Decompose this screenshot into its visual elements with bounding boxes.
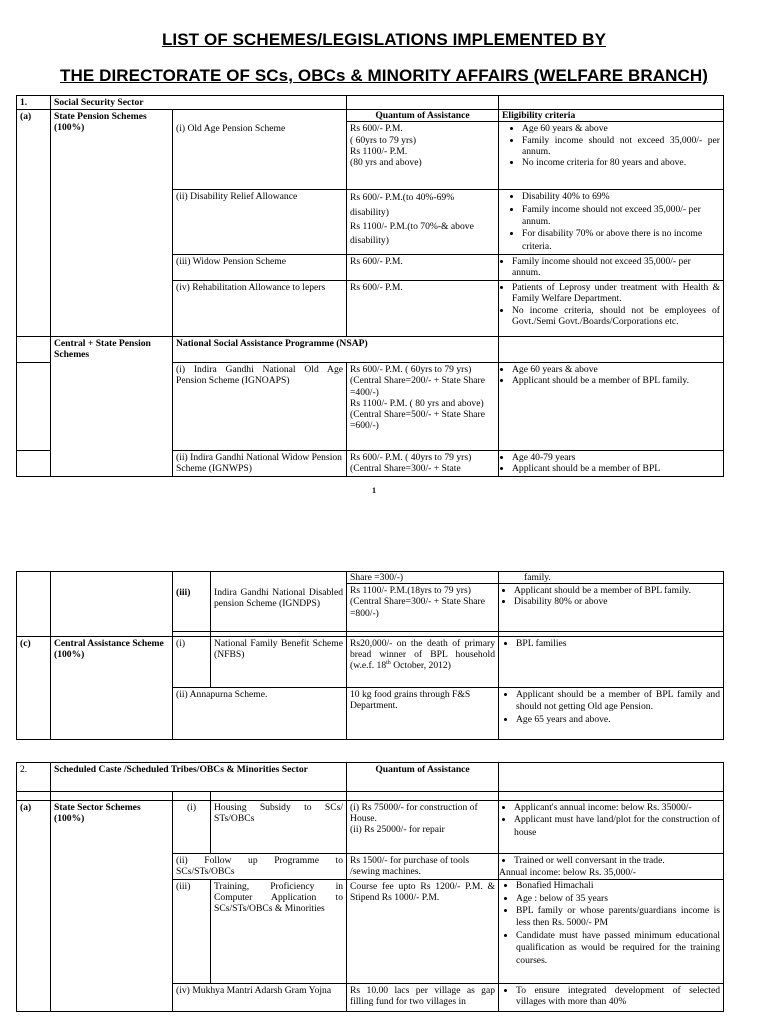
scheme-widow-pension: (iii) Widow Pension Scheme [173, 255, 347, 281]
eligibility-adarsh-gram-yojna: • To ensure integrated development of selected villages with more than 40% [499, 984, 724, 1012]
scheme-old-age-pension: (i) Old Age Pension Scheme [173, 110, 347, 190]
scheme-computer-training: Training, Proficiency in Computer Application to SCs/STs/OBCs & Minorities [211, 880, 347, 984]
eligibility-ignoaps: • Age 60 years & above • Applicant should be a member of BPL family. [499, 363, 724, 451]
eligibility-housing-subsidy: • Applicant's annual income: below Rs. 35000/- • Applicant must have land/plot for the construction of house [499, 801, 724, 854]
category-central-state-pension: Central + State Pension Schemes [51, 337, 173, 477]
quantum-old-age-pension: Quantum of Assistance Rs 600/- P.M. ( 60yrs to 79 yrs) Rs 1100/- P.M. (80 yrs and above) [347, 110, 499, 190]
document-title-line-1: LIST OF SCHEMES/LEGISLATIONS IMPLEMENTED BY [161, 30, 607, 49]
scheme-disability-relief: (ii) Disability Relief Allowance [173, 190, 347, 255]
eligibility-header: Eligibility criteria [499, 110, 723, 122]
quantum-annapurna: 10 kg food grains through F&S Department. [347, 688, 499, 740]
section-number-2: 2. [17, 763, 51, 792]
social-security-table [16, 95, 724, 477]
quantum-nfbs: Rs20,000/- on the death of primary bread winner of BPL household (w.e.f. 18th October, 2012) [347, 637, 499, 688]
scheme-annapurna: (ii) Annapurna Scheme. [173, 688, 347, 740]
eligibility-widow-pension: • Family income should not exceed 35,000/- per annum. [499, 255, 724, 281]
quantum-header: Quantum of Assistance [347, 110, 498, 122]
quantum-follow-up-programme: Rs 1500/- for purchase of tools /sewing machines. [347, 854, 499, 880]
eligibility-rehabilitation-lepers: • Patients of Leprosy under treatment with Health & Family Welfare Department. • No income criteria, should not be employees of Govt./Semi Govt./Boards/Corporations etc. [499, 281, 724, 337]
quantum-header-2: Quantum of Assistance [347, 763, 499, 792]
category-state-pension: State Pension Schemes (100%) [51, 110, 173, 337]
scheme-rehabilitation-lepers: (iv) Rehabilitation Allowance to lepers [173, 281, 347, 337]
section-number: 1. [17, 96, 51, 110]
eligibility-igndps: family. • Applicant should be a member of BPL family. • Disability 80% or above [499, 572, 724, 632]
quantum-disability-relief: Rs 600/- P.M.(to 40%-69% disability) Rs 1100/- P.M.(to 70%-& above disability) [347, 190, 499, 255]
social-security-continuation-table [16, 571, 724, 740]
section-title-2: Scheduled Caste /Scheduled Tribes/OBCs & Minorities Sector [51, 763, 347, 792]
scheme-housing-subsidy: Housing Subsidy to SCs/ STs/OBCs [211, 801, 347, 854]
quantum-ignoaps: Rs 600/- P.M. ( 60yrs to 79 yrs) (Central Share=200/- + State Share =400/-) Rs 1100/- P.M. ( 80 yrs and above) (Central Share=500/- + State Share =600/-) [347, 363, 499, 451]
quantum-ignwps: Rs 600/- P.M. ( 40yrs to 79 yrs) (Central Share=300/- + State [347, 451, 499, 477]
eligibility-follow-up-programme: • Trained or well conversant in the trade. [499, 854, 724, 880]
quantum-computer-training: Course fee upto Rs 1200/- P.M. & Stipend Rs 1000/- P.M. [347, 880, 499, 984]
document-title-line-2: THE DIRECTORATE OF SCs, OBCs & MINORITY AFFAIRS (WELFARE BRANCH) [59, 66, 708, 85]
page-number: 1 [372, 486, 376, 495]
scheme-ignoaps: (i) Indira Gandhi National Old Age Pension Scheme (IGNOAPS) [173, 363, 347, 451]
row-number-iii-2: (iii) [173, 880, 211, 984]
category-central-assistance: Central Assistance Scheme (100%) [51, 637, 173, 740]
row-label-a: (a) [17, 110, 51, 337]
programme-nsap: National Social Assistance Programme (NSAP) [173, 337, 499, 363]
scheme-nfbs: National Family Benefit Scheme (NFBS) [211, 637, 347, 688]
row-number-i: (i) [173, 637, 211, 688]
section-title: Social Security Sector [51, 96, 347, 110]
quantum-adarsh-gram-yojna: Rs 10.00 lacs per village as gap filling fund for two villages in [347, 984, 499, 1012]
row-number-iii: (iii) [173, 572, 211, 632]
scheme-follow-up-programme: (ii) Follow up Programme to SCs/STs/OBCs [173, 854, 347, 880]
scheme-adarsh-gram-yojna: (iv) Mukhya Mantri Adarsh Gram Yojna [173, 984, 347, 1012]
eligibility-nfbs: • BPL families [499, 637, 724, 688]
eligibility-disability-relief: • Disability 40% to 69% • Family income should not exceed 35,000/- per annum. • For disability 70% or above there is no income criteria. [499, 190, 724, 255]
eligibility-ignwps: • Age 40-79 years • Applicant should be a member of BPL [499, 451, 724, 477]
category-state-sector: State Sector Schemes (100%) [51, 801, 173, 1012]
quantum-rehabilitation-lepers: Rs 600/- P.M. [347, 281, 499, 337]
quantum-housing-subsidy: (i) Rs 75000/- for construction of House. (ii) Rs 25000/- for repair [347, 801, 499, 854]
eligibility-computer-training: Annual income: below Rs. 35,000/- • Bonafied Himachali • Age : below of 35 years • BPL family or whose parents/guardians income is less then Rs. 5000/- PM • Candidate must have passed minimum educational qualification as would be required for the training courses. [499, 880, 724, 984]
sc-st-obc-minorities-table [16, 762, 724, 1012]
scheme-ignwps: (ii) Indira Gandhi National Widow Pension Scheme (IGNWPS) [173, 451, 347, 477]
row-number-i-2: (i) [173, 801, 211, 854]
scheme-igndps: Indira Gandhi National Disabled pension Scheme (IGNDPS) [211, 572, 347, 632]
row-label-a-2: (a) [17, 801, 51, 1012]
eligibility-old-age-pension: Eligibility criteria • Age 60 years & above • Family income should not exceed 35,000/- per annum. • No income criteria for 80 years and above. [499, 110, 724, 190]
quantum-igndps: Share =300/-) Rs 1100/- P.M.(18yrs to 79 yrs) (Central Share=300/- + State Share =800/-) [347, 572, 499, 632]
eligibility-annapurna: • Applicant should be a member of BPL family and should not getting Old age Pension. • Age 65 years and above. [499, 688, 724, 740]
quantum-widow-pension: Rs 600/- P.M. [347, 255, 499, 281]
row-label-c: (c) [17, 637, 51, 740]
